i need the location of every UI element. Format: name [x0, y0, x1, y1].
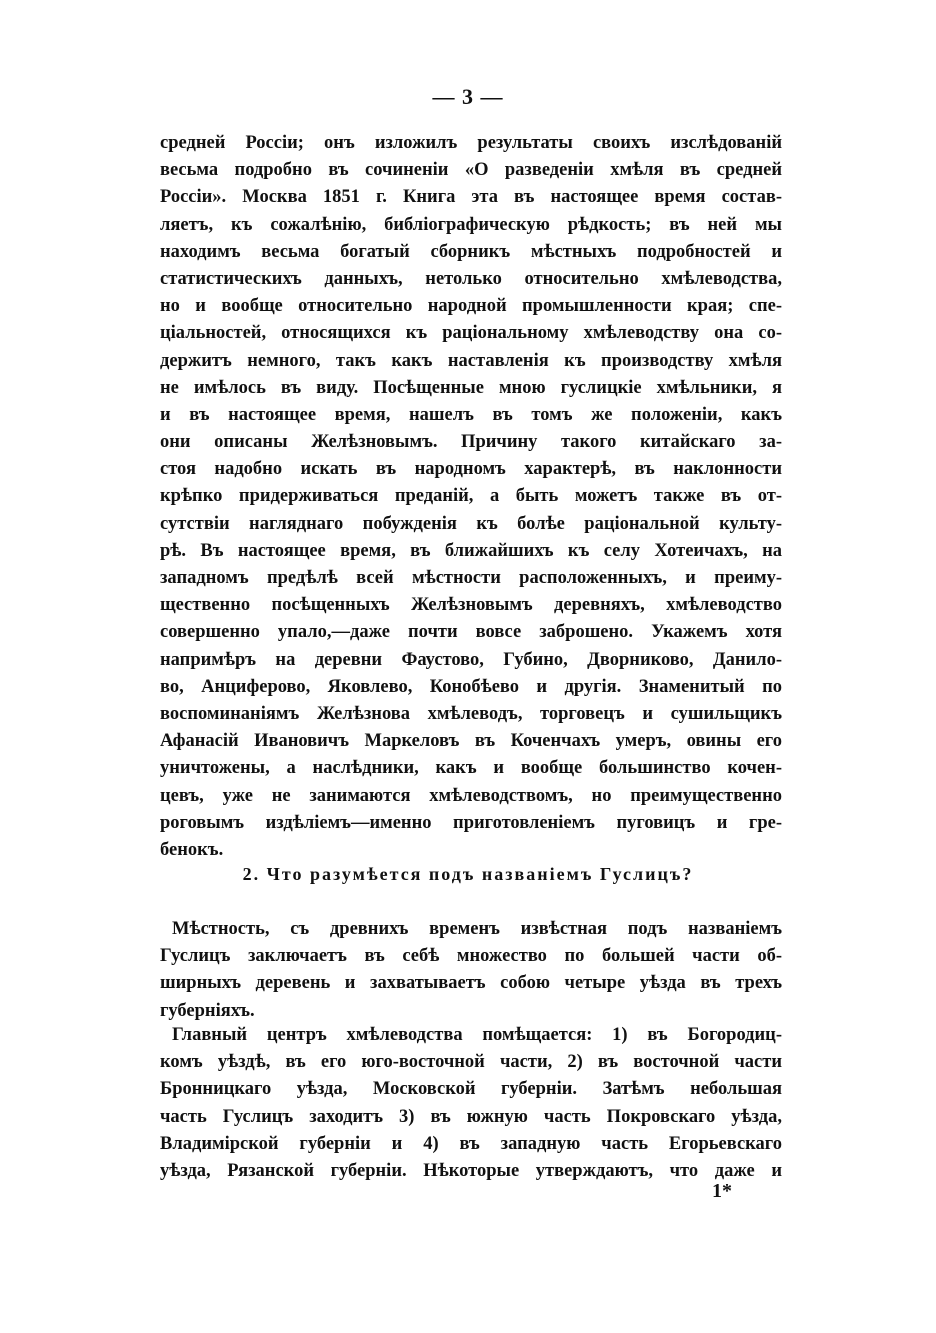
section-heading: 2. Что разумѣется подъ названіемъ Гуслицъ? — [242, 864, 694, 884]
text-line: уѣзда, Рязанской губерніи. Нѣкоторые утверждаютъ, что даже и — [160, 1160, 782, 1181]
text-line: Владимірской губерніи и 4) въ западную часть Егорьевскаго — [160, 1133, 782, 1154]
text-line: бенокъ. — [160, 839, 224, 860]
text-line: Россіи». Москва 1851 г. Книга эта въ настоящее время состав- — [160, 187, 782, 208]
text-line: во, Анциферово, Яковлево, Конобѣево и другія. Знаменитый по — [160, 676, 782, 697]
text-line: держитъ немного, такъ какъ наставленія къ производству хмѣля — [160, 350, 782, 371]
text-line: находимъ весьма богатый сборникъ мѣстныхъ подробностей и — [160, 241, 782, 262]
text-line: ціальностей, относящихся къ раціональному хмѣлеводству она со- — [160, 323, 782, 344]
text-line: совершенно упало,—даже почти вовсе заброшено. Укажемъ хотя — [160, 622, 782, 643]
text-line: щественно посѣщенныхъ Желѣзновымъ деревняхъ, хмѣлеводство — [160, 595, 782, 616]
paragraph-3 — [160, 1022, 782, 1185]
text-line: губерніяхъ. — [160, 1000, 255, 1021]
text-line: Гуслицъ заключаетъ въ себѣ множество по большей части об- — [160, 946, 782, 967]
text-line: цевъ, уже не занимаются хмѣлеводствомъ, но преимущественно — [160, 785, 782, 806]
text-line: Афанасій Ивановичъ Маркеловъ въ Коченчахъ умеръ, овины его — [160, 731, 782, 752]
paragraph-1 — [160, 130, 782, 864]
text-line: напримѣръ на деревни Фаустово, Губино, Дворниково, Данило- — [160, 649, 782, 670]
text-line: Бронницкаго уѣзда, Московской губерніи. Затѣмъ небольшая — [160, 1079, 782, 1100]
printer-signature-mark: 1* — [712, 1180, 732, 1202]
text-line: комъ уѣздѣ, въ его юго-восточной части, 2) въ восточной части — [160, 1052, 782, 1073]
text-line: воспоминаніямъ Желѣзнова хмѣлеводъ, торговецъ и сушильщикъ — [160, 703, 782, 724]
page-number: — 3 — — [432, 84, 504, 109]
text-line: средней Россіи; онъ изложилъ результаты своихъ изслѣдованій — [160, 133, 782, 153]
text-line: рѣ. Въ настоящее время, въ ближайшихъ къ селу Хотеичахъ, на — [160, 540, 782, 561]
text-line: крѣпко придерживаться преданій, а быть можетъ также въ от- — [160, 486, 782, 507]
text-line: Главный центръ хмѣлеводства помѣщается: 1) въ Богородиц- — [172, 1025, 782, 1045]
text-line: уничтожены, а наслѣдники, какъ и вообще большинство кочен- — [160, 758, 782, 779]
text-line: стоя надобно искать въ народномъ характерѣ, въ наклонности — [160, 459, 782, 480]
text-line: не имѣлось въ виду. Посѣщенные мною гуслицкіе хмѣльники, я — [160, 377, 782, 398]
text-line: западномъ предѣлѣ всей мѣстности расположенныхъ, и преиму- — [160, 568, 782, 588]
text-line: ширныхъ деревень и захватываетъ собою четыре уѣзда въ трехъ — [160, 973, 782, 994]
text-line: весьма подробно въ сочиненіи «О разведеніи хмѣля въ средней — [160, 160, 782, 181]
text-line: статистическихъ данныхъ, нетолько относительно хмѣлеводства, — [160, 268, 782, 289]
text-line: Мѣстность, съ древнихъ временъ извѣстная подъ названіемъ — [172, 919, 782, 939]
text-line: и въ настоящее время, нашелъ въ томъ же положеніи, какъ — [160, 404, 782, 425]
paragraph-2 — [160, 916, 782, 1025]
text-line: часть Гуслицъ заходитъ 3) въ южную часть Покровскаго уѣзда, — [160, 1106, 782, 1127]
text-line: ляетъ, къ сожалѣнію, библіографическую рѣдкость; въ ней мы — [160, 214, 782, 235]
text-line: сутствіи нагляднаго побужденія къ болѣе раціональной культу- — [160, 513, 782, 534]
text-line: роговымъ издѣліемъ—именно приготовленіемъ пуговицъ и гре- — [160, 812, 782, 833]
text-line: но и вообще относительно народной промышленности края; спе- — [160, 296, 782, 317]
text-line: они описаны Желѣзновымъ. Причину такого китайскаго за- — [160, 432, 782, 453]
